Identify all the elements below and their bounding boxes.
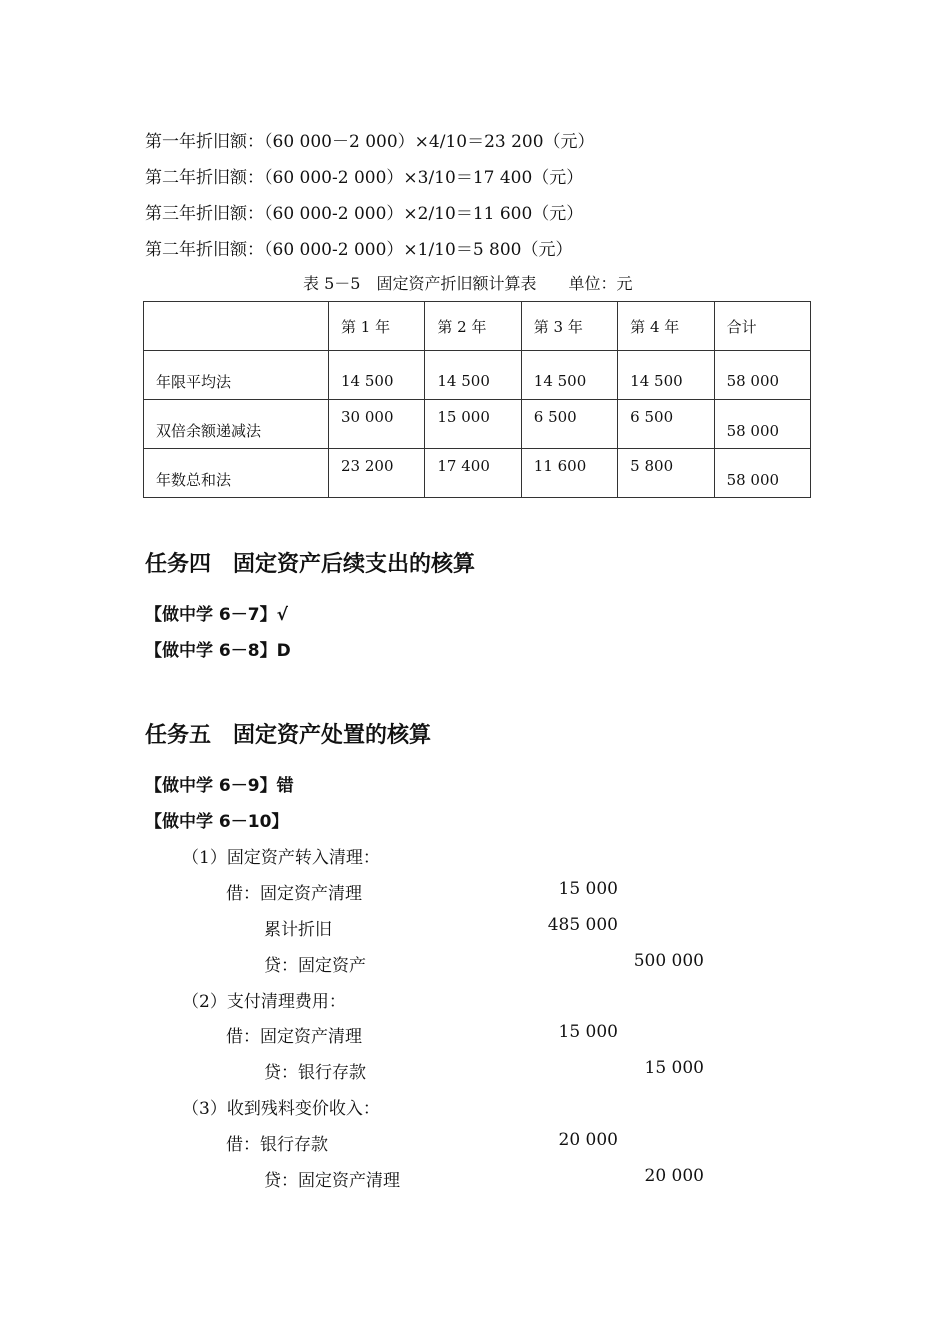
entry-credit-label: 贷：银行存款 xyxy=(264,1063,366,1083)
table-header-cell: 第 1 年 xyxy=(329,302,425,351)
entry-credit-amount: 20 000 xyxy=(644,1166,704,1186)
table-cell xyxy=(714,449,810,498)
cell-value: 5 800 xyxy=(630,457,674,475)
section5-item1: 【做中学 6－9】错 xyxy=(145,776,294,796)
cell-value: 14 500 xyxy=(341,372,394,390)
table-caption: 表 5－5 固定资产折旧额计算表 单位：元 xyxy=(303,274,633,293)
table-header-cell xyxy=(144,302,329,351)
table-cell xyxy=(521,351,617,400)
table-cell xyxy=(329,351,425,400)
cell-value: 15 000 xyxy=(437,408,490,426)
table-header-cell: 合计 xyxy=(714,302,810,351)
table-header-row xyxy=(144,302,811,351)
table-row xyxy=(144,351,811,400)
section4-item1: 【做中学 6－7】√ xyxy=(145,605,288,625)
table-cell xyxy=(714,400,810,449)
table-cell xyxy=(521,449,617,498)
step3-label: （3）收到残料变价收入： xyxy=(182,1099,380,1119)
entry-debit-label: 借：银行存款 xyxy=(226,1135,328,1155)
table-row xyxy=(144,400,811,449)
table-cell xyxy=(618,400,714,449)
cell-value: 58 000 xyxy=(726,372,780,390)
cell-value: 14 500 xyxy=(533,372,587,390)
entry-debit-label: 借：固定资产清理 xyxy=(226,1027,362,1047)
cell-value: 58 000 xyxy=(726,422,780,440)
table-cell xyxy=(714,351,810,400)
table-cell xyxy=(618,351,714,400)
table-cell xyxy=(144,449,329,498)
table-cell xyxy=(329,400,425,449)
table-cell xyxy=(521,400,617,449)
section5-item2: 【做中学 6－10】 xyxy=(145,812,289,832)
table-header-cell: 第 3 年 xyxy=(521,302,617,351)
step1-label: （1）固定资产转入清理： xyxy=(182,848,380,868)
entry-debit-label: 借：固定资产清理 xyxy=(226,884,362,904)
entry-debit-amount: 15 000 xyxy=(558,879,618,899)
section4-title: 任务四 固定资产后续支出的核算 xyxy=(145,552,476,577)
table-header-cell: 第 4 年 xyxy=(618,302,714,351)
table-cell xyxy=(618,449,714,498)
entry-credit-label: 贷：固定资产清理 xyxy=(264,1171,400,1191)
cell-value: 11 600 xyxy=(533,457,587,475)
entry-credit-amount: 500 000 xyxy=(633,951,704,971)
method-label: 年限平均法 xyxy=(156,372,232,391)
table-row xyxy=(144,449,811,498)
table-header-cell: 第 2 年 xyxy=(425,302,521,351)
table-cell xyxy=(425,351,521,400)
cell-value: 14 500 xyxy=(630,372,683,390)
cell-value: 6 500 xyxy=(533,408,577,426)
table-cell xyxy=(425,400,521,449)
cell-value: 23 200 xyxy=(341,457,394,475)
step2-label: （2）支付清理费用： xyxy=(182,992,346,1012)
entry-debit-amount: 20 000 xyxy=(558,1130,618,1150)
entry-credit-amount: 15 000 xyxy=(644,1058,704,1078)
method-label: 年数总和法 xyxy=(156,470,232,489)
table-cell xyxy=(144,351,329,400)
entry-credit-label: 贷：固定资产 xyxy=(264,956,366,976)
depreciation-table xyxy=(143,301,811,498)
formula-year3: 第三年折旧额：（60 000-2 000）×2/10＝11 600（元） xyxy=(145,204,584,224)
table-cell xyxy=(329,449,425,498)
method-label: 双倍余额递减法 xyxy=(156,421,262,440)
cell-value: 30 000 xyxy=(341,408,394,426)
table-cell xyxy=(425,449,521,498)
section5-title: 任务五 固定资产处置的核算 xyxy=(145,723,432,748)
cell-value: 14 500 xyxy=(437,372,490,390)
formula-year4: 第二年折旧额：（60 000-2 000）×1/10＝5 800（元） xyxy=(145,240,573,260)
cell-value: 58 000 xyxy=(726,471,780,489)
cell-value: 6 500 xyxy=(630,408,674,426)
table-cell xyxy=(144,400,329,449)
cell-value: 17 400 xyxy=(437,457,490,475)
formula-year1: 第一年折旧额：（60 000－2 000）×4/10＝23 200（元） xyxy=(145,132,595,152)
formula-year2: 第二年折旧额：（60 000-2 000）×3/10＝17 400（元） xyxy=(145,168,584,188)
entry-debit-amount: 15 000 xyxy=(558,1022,618,1042)
entry-debit-amount: 485 000 xyxy=(547,915,618,935)
section4-item2: 【做中学 6－8】D xyxy=(145,641,291,661)
entry-debit-label: 累计折旧 xyxy=(264,920,332,940)
